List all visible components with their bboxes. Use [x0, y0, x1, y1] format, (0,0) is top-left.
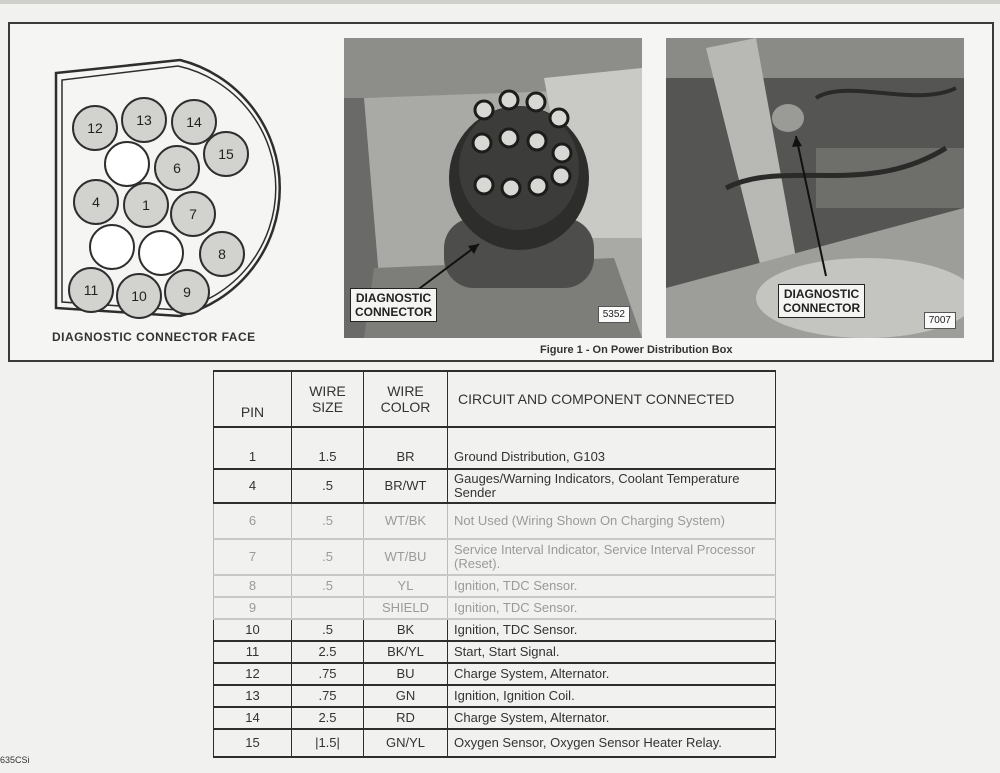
header-wire-size-line2: SIZE [311, 399, 344, 415]
pin-13-label: 13 [136, 112, 152, 128]
pin-15-label: 15 [218, 146, 234, 162]
cell-circuit: Ignition, TDC Sensor. [448, 619, 776, 641]
cell-color: YL [364, 575, 448, 597]
photo-1-number: 5352 [598, 306, 630, 323]
cell-color: SHIELD [364, 597, 448, 619]
table-row [214, 597, 776, 619]
cell-pin: 13 [214, 685, 292, 707]
figure-caption: Figure 1 - On Power Distribution Box [540, 344, 733, 356]
cell-size: .5 [292, 619, 364, 641]
cell-size [292, 597, 364, 619]
table-row [214, 663, 776, 685]
table-row [214, 469, 776, 503]
connector-face-diagram [50, 48, 290, 328]
photo-2-label [778, 284, 865, 318]
pin-assignment-table [213, 370, 776, 758]
cell-size: 2.5 [292, 707, 364, 729]
pin-empty-a [105, 142, 149, 186]
cell-pin: 14 [214, 707, 292, 729]
photo-2-number: 7007 [924, 312, 956, 329]
connector-face-caption: DIAGNOSTIC CONNECTOR FACE [52, 330, 256, 344]
cell-pin: 11 [214, 641, 292, 663]
photo-2-label-line2: CONNECTOR [783, 301, 861, 315]
pin-empty-b [90, 225, 134, 269]
cell-color: BK [364, 619, 448, 641]
cell-pin: 6 [214, 503, 292, 539]
pin-10-label: 10 [131, 288, 147, 304]
pin-11-label: 11 [83, 282, 99, 298]
table-row [214, 575, 776, 597]
cell-pin: 12 [214, 663, 292, 685]
header-pin [214, 371, 292, 427]
cell-size: 2.5 [292, 641, 364, 663]
cell-size: .5 [292, 575, 364, 597]
cell-circuit: Ignition, TDC Sensor. [448, 597, 776, 619]
photo-1-label-line1: DIAGNOSTIC [355, 291, 432, 305]
header-wire-size [292, 371, 364, 427]
pin-6-label: 6 [173, 160, 181, 176]
cell-size: .5 [292, 539, 364, 575]
table-row [214, 729, 776, 757]
top-rule [0, 0, 1000, 4]
pin-1-label: 1 [142, 197, 150, 213]
table-row [214, 503, 776, 539]
cell-pin: 15 [214, 729, 292, 757]
cell-circuit: Gauges/Warning Indicators, Coolant Temperature Sender [448, 469, 776, 503]
cell-circuit: Ground Distribution, G103 [448, 427, 776, 469]
cell-circuit: Oxygen Sensor, Oxygen Sensor Heater Relay. [448, 729, 776, 757]
photo-2-label-line1: DIAGNOSTIC [783, 287, 860, 301]
cell-circuit: Ignition, TDC Sensor. [448, 575, 776, 597]
header-wire-color-line2: COLOR [380, 399, 431, 415]
table-row [214, 685, 776, 707]
pin-empty-c [139, 231, 183, 275]
cell-size: .75 [292, 663, 364, 685]
photo-1-label [350, 288, 437, 322]
cell-pin: 10 [214, 619, 292, 641]
header-wire-color [364, 371, 448, 427]
cell-size: |1.5| [292, 729, 364, 757]
cell-circuit: Not Used (Wiring Shown On Charging System) [448, 503, 776, 539]
photo-1-label-line2: CONNECTOR [355, 305, 433, 319]
cell-color: BK/YL [364, 641, 448, 663]
table-row [214, 641, 776, 663]
cell-color: RD [364, 707, 448, 729]
cell-size: .5 [292, 503, 364, 539]
cell-circuit: Service Interval Indicator, Service Interval Processor (Reset). [448, 539, 776, 575]
cell-color: BR/WT [364, 469, 448, 503]
table-row [214, 707, 776, 729]
pin-4-label: 4 [92, 194, 100, 210]
cell-size: 1.5 [292, 427, 364, 469]
pin-12-label: 12 [87, 120, 103, 136]
table-row [214, 539, 776, 575]
table-header-row [214, 371, 776, 427]
cell-size: .5 [292, 469, 364, 503]
cell-pin: 1 [214, 427, 292, 469]
header-circuit [448, 371, 776, 427]
cell-color: BR [364, 427, 448, 469]
pin-7-label: 7 [189, 206, 197, 222]
table-row [214, 619, 776, 641]
photo-engine-bay [666, 38, 964, 338]
cell-color: GN/YL [364, 729, 448, 757]
figure-panel [8, 22, 994, 362]
cell-circuit: Ignition, Ignition Coil. [448, 685, 776, 707]
header-wire-size-line1: WIRE [309, 383, 346, 399]
photo-power-distribution-box [344, 38, 642, 338]
table-row [214, 427, 776, 469]
footer-model-code: 635CSi [0, 755, 30, 765]
cell-pin: 8 [214, 575, 292, 597]
header-circuit-label: CIRCUIT AND COMPONENT CONNECTED [458, 391, 735, 407]
cell-size: .75 [292, 685, 364, 707]
pin-14-label: 14 [186, 114, 202, 130]
cell-color: WT/BU [364, 539, 448, 575]
cell-pin: 4 [214, 469, 292, 503]
cell-pin: 9 [214, 597, 292, 619]
cell-circuit: Charge System, Alternator. [448, 663, 776, 685]
cell-circuit: Charge System, Alternator. [448, 707, 776, 729]
cell-color: BU [364, 663, 448, 685]
cell-circuit: Start, Start Signal. [448, 641, 776, 663]
cell-color: GN [364, 685, 448, 707]
header-pin-label: PIN [240, 404, 265, 420]
header-wire-color-line1: WIRE [387, 383, 424, 399]
cell-color: WT/BK [364, 503, 448, 539]
pin-9-label: 9 [183, 284, 191, 300]
cell-pin: 7 [214, 539, 292, 575]
pin-8-label: 8 [218, 246, 226, 262]
